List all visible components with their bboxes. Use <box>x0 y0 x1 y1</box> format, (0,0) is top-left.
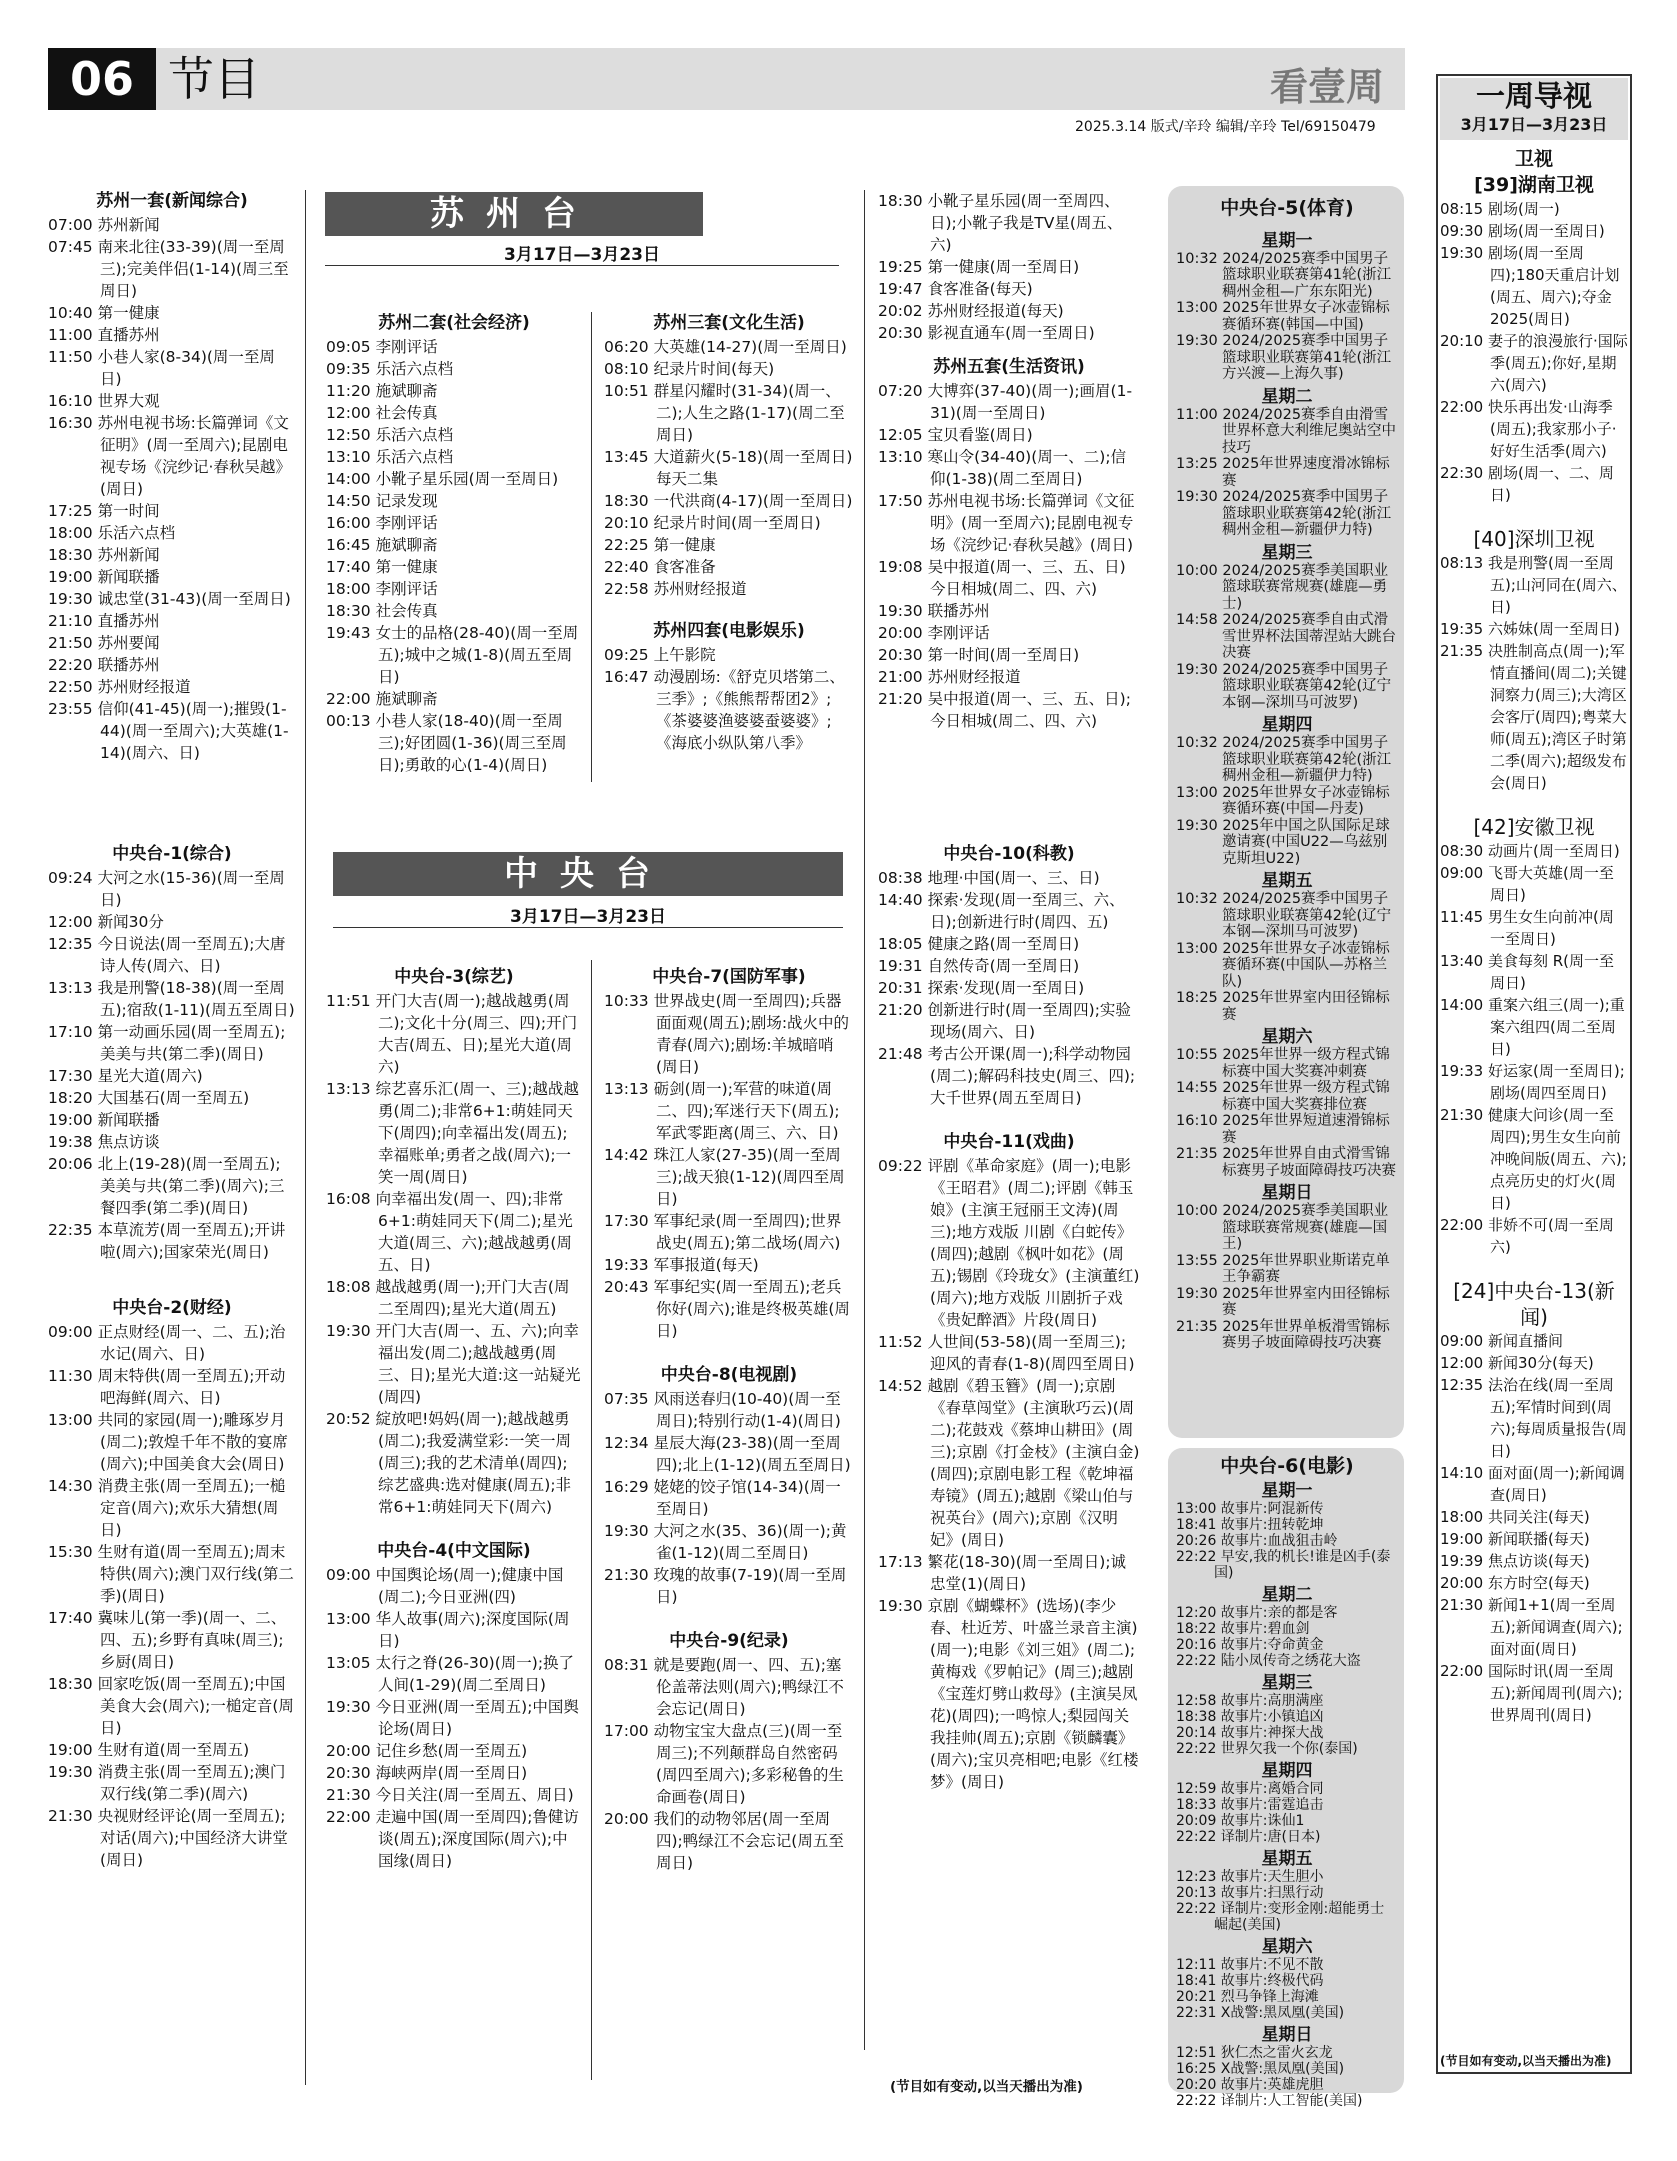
issue-info: 2025.3.14 版式/辛玲 编辑/辛玲 Tel/69150479 <box>1075 119 1376 135</box>
program-item: 11:50 小巷人家(8-34)(周一至周日) <box>48 348 275 388</box>
column-4b <box>878 843 1140 1793</box>
program-item: 17:00 动物宝宝大盘点(三)(周一至周三);不列颠群岛自然密码(周四至周六);多彩秘鲁的生命画卷(周日) <box>604 1722 844 1806</box>
program-item: 19:30 2024/2025赛季中国男子篮球职业联赛第41轮(浙江方兴渡—上海久事) <box>1176 333 1392 382</box>
program-item: 22:20 联播苏州 <box>48 656 160 674</box>
program-item: 06:20 大英雄(14-27)(周一至周日) <box>604 338 847 356</box>
program-item: 12:35 法治在线(周一至周五);军情时间到(周六);每周质量报告(周日) <box>1440 1376 1627 1460</box>
program-item: 08:13 我是刑警(周一至周五);山河同在(周六、日) <box>1440 554 1627 616</box>
channel-title: 中央台-3(综艺) <box>394 967 514 987</box>
program-item: 14:58 2024/2025赛季自由式滑雪世界杯法国蒂涅站大跳台决赛 <box>1176 612 1396 661</box>
program-item: 11:45 男生女生向前冲(周一至周日) <box>1440 908 1614 948</box>
program-item: 19:30 开门大吉(周一、五、六);向幸福出发(周二);越战越勇(周三、日);星光大道:这一站疑光(周四) <box>326 1322 581 1406</box>
day-heading: 星期六 <box>1261 1027 1313 1047</box>
program-item: 12:58 故事片:高朋满座 <box>1176 1692 1324 1709</box>
day-heading: 星期四 <box>1261 715 1313 735</box>
program-item: 18:20 大国基石(周一至周五) <box>48 1089 250 1107</box>
day-heading: 星期六 <box>1261 1936 1313 1957</box>
program-item: 13:10 乐活六点档 <box>326 448 454 466</box>
day-heading: 星期二 <box>1261 1584 1313 1605</box>
cctv-dates: 3月17日—3月23日 <box>333 902 843 928</box>
program-item: 09:30 剧场(周一至周日) <box>1440 222 1605 240</box>
program-item: 18:41 故事片:扭转乾坤 <box>1176 1516 1324 1533</box>
station-title: [40]深圳卫视 <box>1473 527 1595 551</box>
program-item: 21:35 2025年世界单板滑雪锦标赛男子坡面障碍技巧决赛 <box>1176 1318 1390 1351</box>
program-item: 18:00 共同关注(每天) <box>1440 1508 1590 1526</box>
channel-title: 苏州四套(电影娱乐) <box>653 621 805 641</box>
program-item: 20:10 妻子的浪漫旅行·国际季(周五);你好,星期六(周六) <box>1440 332 1628 394</box>
channel-title: 中央台-1(综合) <box>112 844 232 864</box>
program-list <box>1440 840 1628 1258</box>
program-list <box>326 1564 582 1872</box>
program-item: 21:35 2025年世界自由式滑雪锦标赛男子坡面障碍技巧决赛 <box>1176 1146 1396 1179</box>
program-item: 21:30 今日关注(周一至周五、周日) <box>326 1786 574 1804</box>
day-heading: 星期日 <box>1261 1183 1313 1203</box>
program-list <box>604 1388 854 1608</box>
program-item: 22:35 本草流芳(周一至周五);开讲啦(周六);国家荣光(周日) <box>48 1221 286 1261</box>
program-item: 09:25 上午影院 <box>604 646 716 664</box>
weekly-dates: 3月17日—3月23日 <box>1460 115 1608 134</box>
program-item: 21:35 决胜制高点(周一);军情直播间(周二);关键洞察力(周三);大湾区会客厅(周四);粤菜大师(周五);湾区子时第二季(周六);超级发布会(周日) <box>1440 642 1627 792</box>
channel-title: 中央台-11(戏曲) <box>943 1132 1075 1152</box>
program-item: 18:22 故事片:碧血剑 <box>1176 1620 1310 1637</box>
program-item: 19:33 军事报道(每天) <box>604 1256 759 1274</box>
program-item: 10:33 世界战史(周一至周四);兵器面面观(周五);剧场:战火中的青春(周六);剧场:羊城暗哨(周日) <box>604 992 850 1076</box>
program-item: 07:35 风雨送春归(10-40)(周一至周日);特别行动(1-4)(周日) <box>604 1390 841 1430</box>
cctv-banner: 中央台 <box>333 852 843 896</box>
program-item: 19:39 焦点访谈(每天) <box>1440 1552 1590 1570</box>
program-item: 18:41 故事片:终极代码 <box>1176 1972 1324 1989</box>
program-item: 16:10 世界大观 <box>48 392 160 410</box>
program-item: 12:59 故事片:离婚合同 <box>1176 1780 1324 1797</box>
program-item: 20:30 影视直通车(周一至周日) <box>878 324 1095 342</box>
weekly-note: (节目如有变动,以当天播出为准) <box>1440 2054 1612 2068</box>
day-heading: 星期五 <box>1261 871 1313 891</box>
weekly-guide-header <box>1440 78 1628 140</box>
program-list <box>878 1155 1140 1793</box>
program-item: 19:00 生财有道(周一至周五) <box>48 1741 250 1759</box>
program-item: 17:50 苏州电视书场:长篇弹词《文征明》(周一至周六);昆剧电视专场《浣纱记·春秋吴越》(周日) <box>878 492 1135 554</box>
suzhou-dates: 3月17日—3月23日 <box>325 240 839 266</box>
program-item: 20:09 故事片:诛仙1 <box>1176 1812 1305 1829</box>
program-item: 14:30 消费主张(周一至周五);一槌定音(周六);欢乐大猜想(周日) <box>48 1477 286 1539</box>
program-item: 10:51 群星闪耀时(31-34)(周一、二);人生之路(1-17)(周二至周日) <box>604 382 845 444</box>
program-item: 16:08 向幸福出发(周一、四);非常6+1:萌娃同天下(周二);星光大道(周三、六);越战越勇(周五、日) <box>326 1190 573 1274</box>
suzhou-banner: 苏州台 <box>325 192 703 236</box>
program-item: 19:47 食客准备(每天) <box>878 280 1033 298</box>
program-item: 17:30 军事纪录(周一至周四);世界战史(周五);第二战场(周六) <box>604 1212 842 1252</box>
channel-title: 中央台-5(体育) <box>1220 197 1354 219</box>
program-item: 12:23 故事片:天生胆小 <box>1176 1868 1324 1885</box>
program-item: 13:05 太行之脊(26-30)(周一);换了人间(1-29)(周二至周日) <box>326 1654 575 1694</box>
column-rule <box>591 960 592 2080</box>
program-item: 22:00 非娇不可(周一至周六) <box>1440 1216 1614 1256</box>
column-3 <box>604 312 854 754</box>
program-list <box>1440 552 1628 794</box>
column-1 <box>48 190 296 764</box>
day-heading: 星期二 <box>1261 386 1313 407</box>
program-item: 07:45 南来北往(33-39)(周一至周三);完美伴侣(1-14)(周三至周日) <box>48 238 289 300</box>
channel-title: 中央台-6(电影) <box>1220 1455 1354 1477</box>
program-item: 12:11 故事片:不见不散 <box>1176 1956 1324 1973</box>
program-item: 21:48 考古公开课(周一);科学动物园(周二);解码科技史(周三、四);大千世界(周五至周日) <box>878 1045 1136 1107</box>
program-item: 14:00 小靴子星乐园(周一至周日) <box>326 470 559 488</box>
program-item: 23:55 信仰(41-45)(周一);摧毁(1-44)(周一至周六);大英雄(1-14)(周六、日) <box>48 700 289 762</box>
program-item: 18:30 小靴子星乐园(周一至周四、日);小靴子我是TV星(周五、六) <box>878 192 1123 254</box>
program-item: 20:30 海峡两岸(周一至周日) <box>326 1764 528 1782</box>
program-item: 19:38 焦点访谈 <box>48 1133 160 1151</box>
program-item: 17:30 星光大道(周六) <box>48 1067 203 1085</box>
program-item: 18:30 回家吃饭(周一至周五);中国美食大会(周六);一槌定音(周日) <box>48 1675 294 1737</box>
program-item: 13:13 综艺喜乐汇(周一、三);越战越勇(周二);非常6+1:萌娃同天下(周四);向幸福出发(周五);幸福账单;勇者之战(周六);一笑一周(周日) <box>326 1080 579 1186</box>
day-heading: 星期日 <box>1261 2024 1313 2045</box>
program-item: 22:00 快乐再出发·山海季(周五);我家那小子·好好生活季(周六) <box>1440 398 1617 460</box>
program-item: 22:58 苏州财经报道 <box>604 580 747 598</box>
station-title: [42]安徽卫视 <box>1473 815 1595 839</box>
program-item: 09:00 新闻直播间 <box>1440 1332 1563 1350</box>
program-item: 22:31 X战警:黑凤凰(美国) <box>1176 2004 1345 2021</box>
program-item: 00:13 小巷人家(18-40)(周一至周三);好团圆(1-36)(周三至周日);勇敢的心(1-4)(周日) <box>326 712 567 774</box>
station-title: [39]湖南卫视 <box>1474 174 1594 196</box>
program-item: 22:22 世界欠我一个你(泰国) <box>1176 1740 1358 1757</box>
program-item: 20:43 军事纪实(周一至周五);老兵你好(周六);谁是终极英雄(周日) <box>604 1278 850 1340</box>
program-item: 19:30 联播苏州 <box>878 602 990 620</box>
program-item: 08:38 地理·中国(周一、三、日) <box>878 869 1100 887</box>
program-item: 13:25 2025年世界速度滑冰锦标赛 <box>1176 456 1390 489</box>
program-item: 17:40 冀味儿(第一季)(周一、二、四、五);乡野有真味(周三);乡厨(周日) <box>48 1609 287 1671</box>
day-list <box>1176 1481 1398 2109</box>
program-item: 12:34 星辰大海(23-38)(周一至周四);北上(1-12)(周五至周日) <box>604 1434 851 1474</box>
program-item: 21:00 苏州财经报道 <box>878 668 1021 686</box>
program-item: 12:20 故事片:亲的都是客 <box>1176 1604 1338 1621</box>
column-4 <box>878 190 1140 732</box>
program-item: 13:00 故事片:阿混新传 <box>1176 1500 1324 1517</box>
program-item: 16:45 施斌聊斋 <box>326 536 438 554</box>
program-item: 13:13 砺剑(周一);军营的味道(周二、四);军迷行天下(周五);军武零距离(周三、六、日) <box>604 1080 840 1142</box>
program-item: 20:00 我们的动物邻居(周一至周四);鸭绿江不会忘记(周五至周日) <box>604 1810 844 1872</box>
program-list <box>48 1321 296 1871</box>
channel-title: 苏州一套(新闻综合) <box>96 191 248 211</box>
program-item: 22:22 译制片:唐(日本) <box>1176 1828 1321 1845</box>
program-list <box>48 214 296 764</box>
program-item: 14:50 记录发现 <box>326 492 438 510</box>
program-list <box>604 1654 854 1874</box>
program-item: 19:30 京剧《蝴蝶杯》(选场)(李少春、杜近芳、叶盛兰录音主演)(周一);电影《刘三姐》(周二);黄梅戏《罗帕记》(周三);越剧《宝莲灯劈山救母》(主演吴凤花)(周四);一鸣惊人;梨园闯关我挂帅(周五);京剧《锁麟囊》(周六);宝贝亮相吧;电影《红楼梦》(周日) <box>878 1597 1139 1791</box>
program-item: 22:25 第一健康 <box>604 536 716 554</box>
program-item: 11:51 开门大吉(周一);越战越勇(周二);文化十分(周三、四);开门大吉(周五、日);星光大道(周六) <box>326 992 578 1076</box>
program-item: 09:24 大河之水(15-36)(周一至周日) <box>48 869 285 909</box>
program-item: 20:14 故事片:神探大战 <box>1176 1724 1324 1741</box>
program-list <box>604 644 854 754</box>
program-item: 18:33 故事片:雷霆追击 <box>1176 1796 1324 1813</box>
channel-title: 中央台-10(科教) <box>943 844 1075 864</box>
program-item: 10:00 2024/2025赛季美国职业篮球联赛常规赛(雄鹿—勇士) <box>1176 562 1389 612</box>
program-list <box>1440 1330 1628 1726</box>
program-item: 20:21 烈马争锋上海滩 <box>1176 1988 1319 2005</box>
program-item: 18:05 健康之路(周一至周日) <box>878 935 1080 953</box>
program-item: 18:30 一代洪商(4-17)(周一至周日) <box>604 492 853 510</box>
program-item: 20:13 故事片:扫黑行动 <box>1176 1884 1324 1901</box>
program-list <box>326 990 582 1518</box>
weekly-subtitle: 卫视 <box>1514 148 1553 170</box>
program-item: 19:08 吴中报道(周一、三、五、日)今日相城(周二、四、六) <box>878 558 1126 598</box>
program-item: 13:55 2025年世界职业斯诺克单王争霸赛 <box>1176 1252 1390 1285</box>
program-item: 11:20 施斌聊斋 <box>326 382 438 400</box>
column-rule <box>591 312 592 782</box>
program-item: 21:10 直播苏州 <box>48 612 160 630</box>
program-item: 13:10 寒山令(34-40)(周一、二);信仰(1-38)(周二至周日) <box>878 448 1127 488</box>
program-item: 12:35 今日说法(周一至周五);大唐诗人传(周六、日) <box>48 935 286 975</box>
program-item: 13:00 2025年世界女子冰壶锦标赛循环赛(韩国—中国) <box>1176 300 1390 333</box>
program-item: 13:13 我是刑警(18-38)(周一至周五);宿敌(1-11)(周五至周日) <box>48 979 295 1019</box>
program-item: 09:00 正点财经(周一、二、五);治水记(周六、日) <box>48 1323 286 1363</box>
program-item: 22:22 译制片:变形金刚:超能勇士崛起(美国) <box>1176 1900 1385 1933</box>
program-item: 13:00 华人故事(周六);深度国际(周日) <box>326 1610 570 1650</box>
program-item: 19:25 第一健康(周一至周日) <box>878 258 1080 276</box>
program-item: 11:30 周末特供(周一至周五);开动吧海鲜(周六、日) <box>48 1367 286 1407</box>
program-item: 21:30 央视财经评论(周一至周五);对话(周六);中国经济大讲堂(周日) <box>48 1807 288 1869</box>
program-item: 14:42 珠江人家(27-35)(周一至周三);战天狼(1-12)(周四至周日) <box>604 1146 845 1208</box>
program-item: 19:30 消费主张(周一至周五);澳门双行线(第二季)(周六) <box>48 1763 286 1803</box>
program-item: 12:50 乐活六点档 <box>326 426 454 444</box>
day-heading: 星期四 <box>1261 1760 1313 1781</box>
program-item: 20:26 故事片:血战狙击岭 <box>1176 1532 1338 1549</box>
program-item: 18:08 越战越勇(周一);开门大吉(周二至周四);星光大道(周五) <box>326 1278 570 1318</box>
day-heading: 星期三 <box>1261 542 1313 563</box>
program-list <box>1440 198 1628 506</box>
weekly-guide-body <box>1440 146 1628 1726</box>
column-2 <box>326 312 582 776</box>
program-item: 18:30 社会传真 <box>326 602 438 620</box>
program-item: 21:30 健康大问诊(周一至周四);男生女生向前冲晚间版(周五、六);点亮历史的灯火(周日) <box>1440 1106 1627 1212</box>
program-item: 10:00 2024/2025赛季美国职业篮球联赛常规赛(雄鹿—国王) <box>1176 1203 1389 1252</box>
program-item: 20:20 故事片:英雄虎胆 <box>1176 2076 1324 2093</box>
brand-logo: 看壹周 <box>1270 65 1385 109</box>
program-item: 19:00 新闻联播 <box>48 568 160 586</box>
program-item: 16:30 苏州电视书场:长篇弹词《文征明》(周一至周六);昆剧电视专场《浣纱记·春秋吴越》(周日) <box>48 414 291 498</box>
program-item: 12:00 新闻30分(每天) <box>1440 1354 1594 1372</box>
program-item: 22:40 食客准备 <box>604 558 716 576</box>
day-heading: 星期三 <box>1261 1672 1313 1693</box>
program-item: 07:00 苏州新闻 <box>48 216 160 234</box>
program-item: 13:45 大道薪火(5-18)(周一至周日)每天二集 <box>604 448 853 488</box>
page-number: 06 <box>48 48 156 110</box>
section-title: 节目 <box>168 52 260 106</box>
program-item: 20:10 纪录片时间(周一至周日) <box>604 514 821 532</box>
program-item: 18:00 李刚评话 <box>326 580 438 598</box>
program-item: 20:00 记住乡愁(周一至周五) <box>326 1742 528 1760</box>
program-item: 18:25 2025年世界室内田径锦标赛 <box>1176 990 1390 1023</box>
program-list <box>326 336 582 776</box>
program-item: 17:40 第一健康 <box>326 558 438 576</box>
program-item: 11:00 直播苏州 <box>48 326 160 344</box>
program-item: 12:00 社会传真 <box>326 404 438 422</box>
program-item: 08:31 就是要跑(周一、四、五);塞伦盖蒂法则(周六);鸭绿江不会忘记(周日) <box>604 1656 844 1718</box>
program-item: 21:20 创新进行时(周一至周四);实验现场(周六、日) <box>878 1001 1131 1041</box>
program-item: 19:00 新闻联播 <box>48 1111 160 1129</box>
program-item: 22:22 陆小凤传奇之绣花大盗 <box>1176 1652 1361 1669</box>
program-item: 19:35 六姊妹(周一至周日) <box>1440 620 1620 638</box>
program-list <box>878 190 1140 344</box>
channel-title: 中央台-7(国防军事) <box>652 967 806 987</box>
program-item: 18:38 故事片:小镇追凶 <box>1176 1708 1324 1725</box>
program-item: 19:30 大河之水(35、36)(周一);黄雀(1-12)(周二至周日) <box>604 1522 847 1562</box>
program-item: 19:30 2025年世界室内田径锦标赛 <box>1176 1285 1390 1318</box>
program-item: 19:30 今日亚洲(周一至周五);中国舆论场(周日) <box>326 1698 579 1738</box>
program-item: 14:52 越剧《碧玉簪》(周一);京剧《春草闯堂》(主演耿巧云)(周二);花鼓戏《蔡坤山耕田》(周三);京剧《打金枝》(主演白金)(周四);京剧电影工程《乾坤福寿镜》(周五);越剧《梁山伯与祝英台》(周六);京剧《汉明妃》(周日) <box>878 1377 1140 1549</box>
program-item: 10:32 2024/2025赛季中国男子篮球职业联赛第41轮(浙江稠州金租—广东东阳光) <box>1176 250 1392 300</box>
program-item: 22:22 早安,我的机长!谁是凶手(泰国) <box>1176 1548 1391 1581</box>
program-item: 12:05 宝贝看鉴(周日) <box>878 426 1033 444</box>
program-item: 16:00 李刚评话 <box>326 514 438 532</box>
channel-title: 中央台-4(中文国际) <box>377 1541 531 1561</box>
program-item: 21:30 玫瑰的故事(7-19)(周一至周日) <box>604 1566 847 1606</box>
program-item: 17:25 第一时间 <box>48 502 160 520</box>
program-item: 20:31 探索·发现(周一至周日) <box>878 979 1085 997</box>
program-item: 22:30 剧场(周一、二、周日) <box>1440 464 1614 504</box>
program-item: 22:00 国际时讯(周一至周五);新闻周刊(周六);世界周刊(周日) <box>1440 1662 1623 1724</box>
program-item: 22:50 苏州财经报道 <box>48 678 191 696</box>
program-item: 08:15 剧场(周一) <box>1440 200 1560 218</box>
program-item: 09:35 乐活六点档 <box>326 360 454 378</box>
program-item: 10:32 2024/2025赛季中国男子篮球职业联赛第42轮(浙江稠州金租—新疆伊力特) <box>1176 735 1392 784</box>
day-list <box>1176 231 1398 1352</box>
program-item: 07:20 大博弈(37-40)(周一);画眉(1-31)(周一至周日) <box>878 382 1133 422</box>
program-item: 20:30 第一时间(周一至周日) <box>878 646 1080 664</box>
program-item: 14:00 重案六组三(周一);重案六组四(周二至周日) <box>1440 996 1625 1058</box>
column-3b <box>604 966 854 1874</box>
program-item: 16:25 X战警:黑凤凰(美国) <box>1176 2060 1345 2077</box>
program-item: 15:30 生财有道(周一至周五);周末特供(周六);澳门双行线(第二季)(周日) <box>48 1543 294 1605</box>
channel-title: 中央台-8(电视剧) <box>660 1365 798 1385</box>
program-item: 19:30 剧场(周一至周四);180天重启计划(周五、周六);夺金2025(周日) <box>1440 244 1620 328</box>
program-item: 19:30 2024/2025赛季中国男子篮球职业联赛第42轮(辽宁本钢—深圳马可波罗) <box>1176 661 1392 711</box>
program-item: 20:02 苏州财经报道(每天) <box>878 302 1064 320</box>
program-item: 19:30 2024/2025赛季中国男子篮球职业联赛第42轮(浙江稠州金租—新疆伊力特) <box>1176 489 1392 538</box>
program-item: 10:40 第一健康 <box>48 304 160 322</box>
program-item: 09:00 中国舆论场(周一);健康中国(周二);今日亚洲(四) <box>326 1566 564 1606</box>
program-item: 14:40 探索·发现(周一至周三、六、日);创新进行时(周四、五) <box>878 891 1125 931</box>
program-item: 09:00 飞哥大英雄(周一至周日) <box>1440 864 1614 904</box>
program-item: 18:00 乐活六点档 <box>48 524 176 542</box>
channel-title: 苏州三套(文化生活) <box>653 313 805 333</box>
program-item: 17:13 繁花(18-30)(周一至周日);诚忠堂(1)(周日) <box>878 1553 1127 1593</box>
column-rule <box>305 190 306 2085</box>
program-item: 10:32 2024/2025赛季中国男子篮球职业联赛第42轮(辽宁本钢—深圳马可波罗) <box>1176 891 1392 940</box>
cctv6-column <box>1176 1448 1398 2109</box>
program-item: 21:30 新闻1+1(周一至周五);新闻调查(周六);面对面(周日) <box>1440 1596 1623 1658</box>
program-item: 21:50 苏州要闻 <box>48 634 160 652</box>
program-item: 22:00 走遍中国(周一至周四);鲁健访谈(周五);深度国际(周六);中国缘(周日) <box>326 1808 579 1870</box>
channel-title: 中央台-2(财经) <box>112 1298 232 1318</box>
program-item: 16:10 2025年世界短道速滑锦标赛 <box>1176 1113 1390 1146</box>
column-rule <box>864 190 865 2050</box>
channel-title: 苏州五套(生活资讯) <box>933 357 1085 377</box>
program-item: 20:00 东方时空(每天) <box>1440 1574 1590 1592</box>
column-1b <box>48 843 296 1871</box>
program-item: 16:29 姥姥的饺子馆(14-34)(周一至周日) <box>604 1478 841 1518</box>
program-item: 14:10 面对面(周一);新闻调查(周日) <box>1440 1464 1625 1504</box>
column-2b <box>326 966 582 1872</box>
program-item: 16:47 动漫剧场:《舒克贝塔第二、三季》;《熊熊帮帮团2》;《茶婆婆渔婆婆蚕婆婆》;《海底小纵队第八季》 <box>604 668 845 752</box>
program-item: 09:05 李刚评话 <box>326 338 438 356</box>
channel-title: 中央台-9(纪录) <box>669 1631 789 1651</box>
program-item: 13:00 共同的家园(周一);雕琢岁月(周二);敦煌千年不散的宴席(周六);中国美食大会(周日) <box>48 1411 288 1473</box>
day-heading: 星期五 <box>1261 1848 1313 1869</box>
channel-title: 苏州二套(社会经济) <box>378 313 530 333</box>
program-item: 10:55 2025年世界一级方程式锦标赛中国大奖赛冲刺赛 <box>1176 1047 1390 1080</box>
program-item: 19:31 自然传奇(周一至周日) <box>878 957 1080 975</box>
weekly-title: 一周导视 <box>1475 79 1592 113</box>
program-item: 19:33 好运家(周一至周日);剧场(周四至周日) <box>1440 1062 1625 1102</box>
program-list <box>878 380 1140 732</box>
program-item: 13:00 2025年世界女子冰壶锦标赛循环赛(中国—丹麦) <box>1176 784 1390 817</box>
program-item: 13:00 2025年世界女子冰壶锦标赛循环赛(中国队—苏格兰队) <box>1176 940 1390 990</box>
program-item: 20:06 北上(19-28)(周一至周五);美美与共(第二季)(周六);三餐四季(第二季)(周日) <box>48 1155 285 1217</box>
program-list <box>48 867 296 1263</box>
program-item: 12:00 新闻30分 <box>48 913 164 931</box>
program-item: 17:10 第一动画乐园(周一至周五);美美与共(第二季)(周日) <box>48 1023 286 1063</box>
program-item: 08:10 纪录片时间(每天) <box>604 360 775 378</box>
program-item: 09:22 评剧《革命家庭》(周一);电影《王昭君》(周二);评剧《韩玉娘》(主演王冠丽王文涛)(周三);地方戏版 川剧《白蛇传》(周四);越剧《枫叶如花》(周五);锡剧《玲珑女》(主演董红)(周六);地方戏版 川剧折子戏《贵妃醉酒》片段(周日) <box>878 1157 1140 1329</box>
program-item: 20:16 故事片:夺命黄金 <box>1176 1636 1324 1653</box>
program-item: 21:20 吴中报道(周一、三、五、日);今日相城(周二、四、六) <box>878 690 1131 730</box>
day-heading: 星期一 <box>1261 1480 1313 1501</box>
schedule-note: (节目如有变动,以当天播出为准) <box>890 2079 1083 2095</box>
program-item: 13:40 美食每刻 R(周一至周日) <box>1440 952 1615 992</box>
program-item: 20:00 李刚评话 <box>878 624 990 642</box>
program-list <box>604 336 854 600</box>
program-item: 19:30 诚忠堂(31-43)(周一至周日) <box>48 590 291 608</box>
program-item: 11:00 2024/2025赛季自由滑雪世界杯意大利维尼奥站空中技巧 <box>1176 406 1396 456</box>
program-item: 14:55 2025年世界一级方程式锦标赛中国大奖赛排位赛 <box>1176 1080 1390 1113</box>
station-title: [24]中央台-13(新闻) <box>1453 1279 1615 1329</box>
day-heading: 星期一 <box>1261 230 1313 251</box>
program-item: 18:30 苏州新闻 <box>48 546 160 564</box>
program-item: 11:52 人世间(53-58)(周一至周三);迎风的青春(1-8)(周四至周日) <box>878 1333 1135 1373</box>
program-list <box>604 990 854 1342</box>
program-item: 22:22 译制片:人工智能(美国) <box>1176 2092 1363 2109</box>
program-item: 19:30 2025年中国之队国际足球邀请赛(中国U22—乌兹别克斯坦U22) <box>1176 817 1390 867</box>
program-item: 19:43 女士的品格(28-40)(周一至周五);城中之城(1-8)(周五至周日) <box>326 624 579 686</box>
program-item: 12:51 狄仁杰之雷火玄龙 <box>1176 2044 1333 2061</box>
program-list <box>878 867 1140 1109</box>
program-item: 20:52 綻放吧!妈妈(周一);越战越勇(周二);我爱满堂彩:一笑一周(周三);我的艺术清单(周四);综艺盛典:选对健康(周五);非常6+1:萌娃同天下(周六) <box>326 1410 572 1516</box>
cctv5-column <box>1176 188 1398 1352</box>
program-item: 08:30 动画片(周一至周日) <box>1440 842 1620 860</box>
program-item: 22:00 施斌聊斋 <box>326 690 438 708</box>
program-item: 19:00 新闻联播(每天) <box>1440 1530 1590 1548</box>
